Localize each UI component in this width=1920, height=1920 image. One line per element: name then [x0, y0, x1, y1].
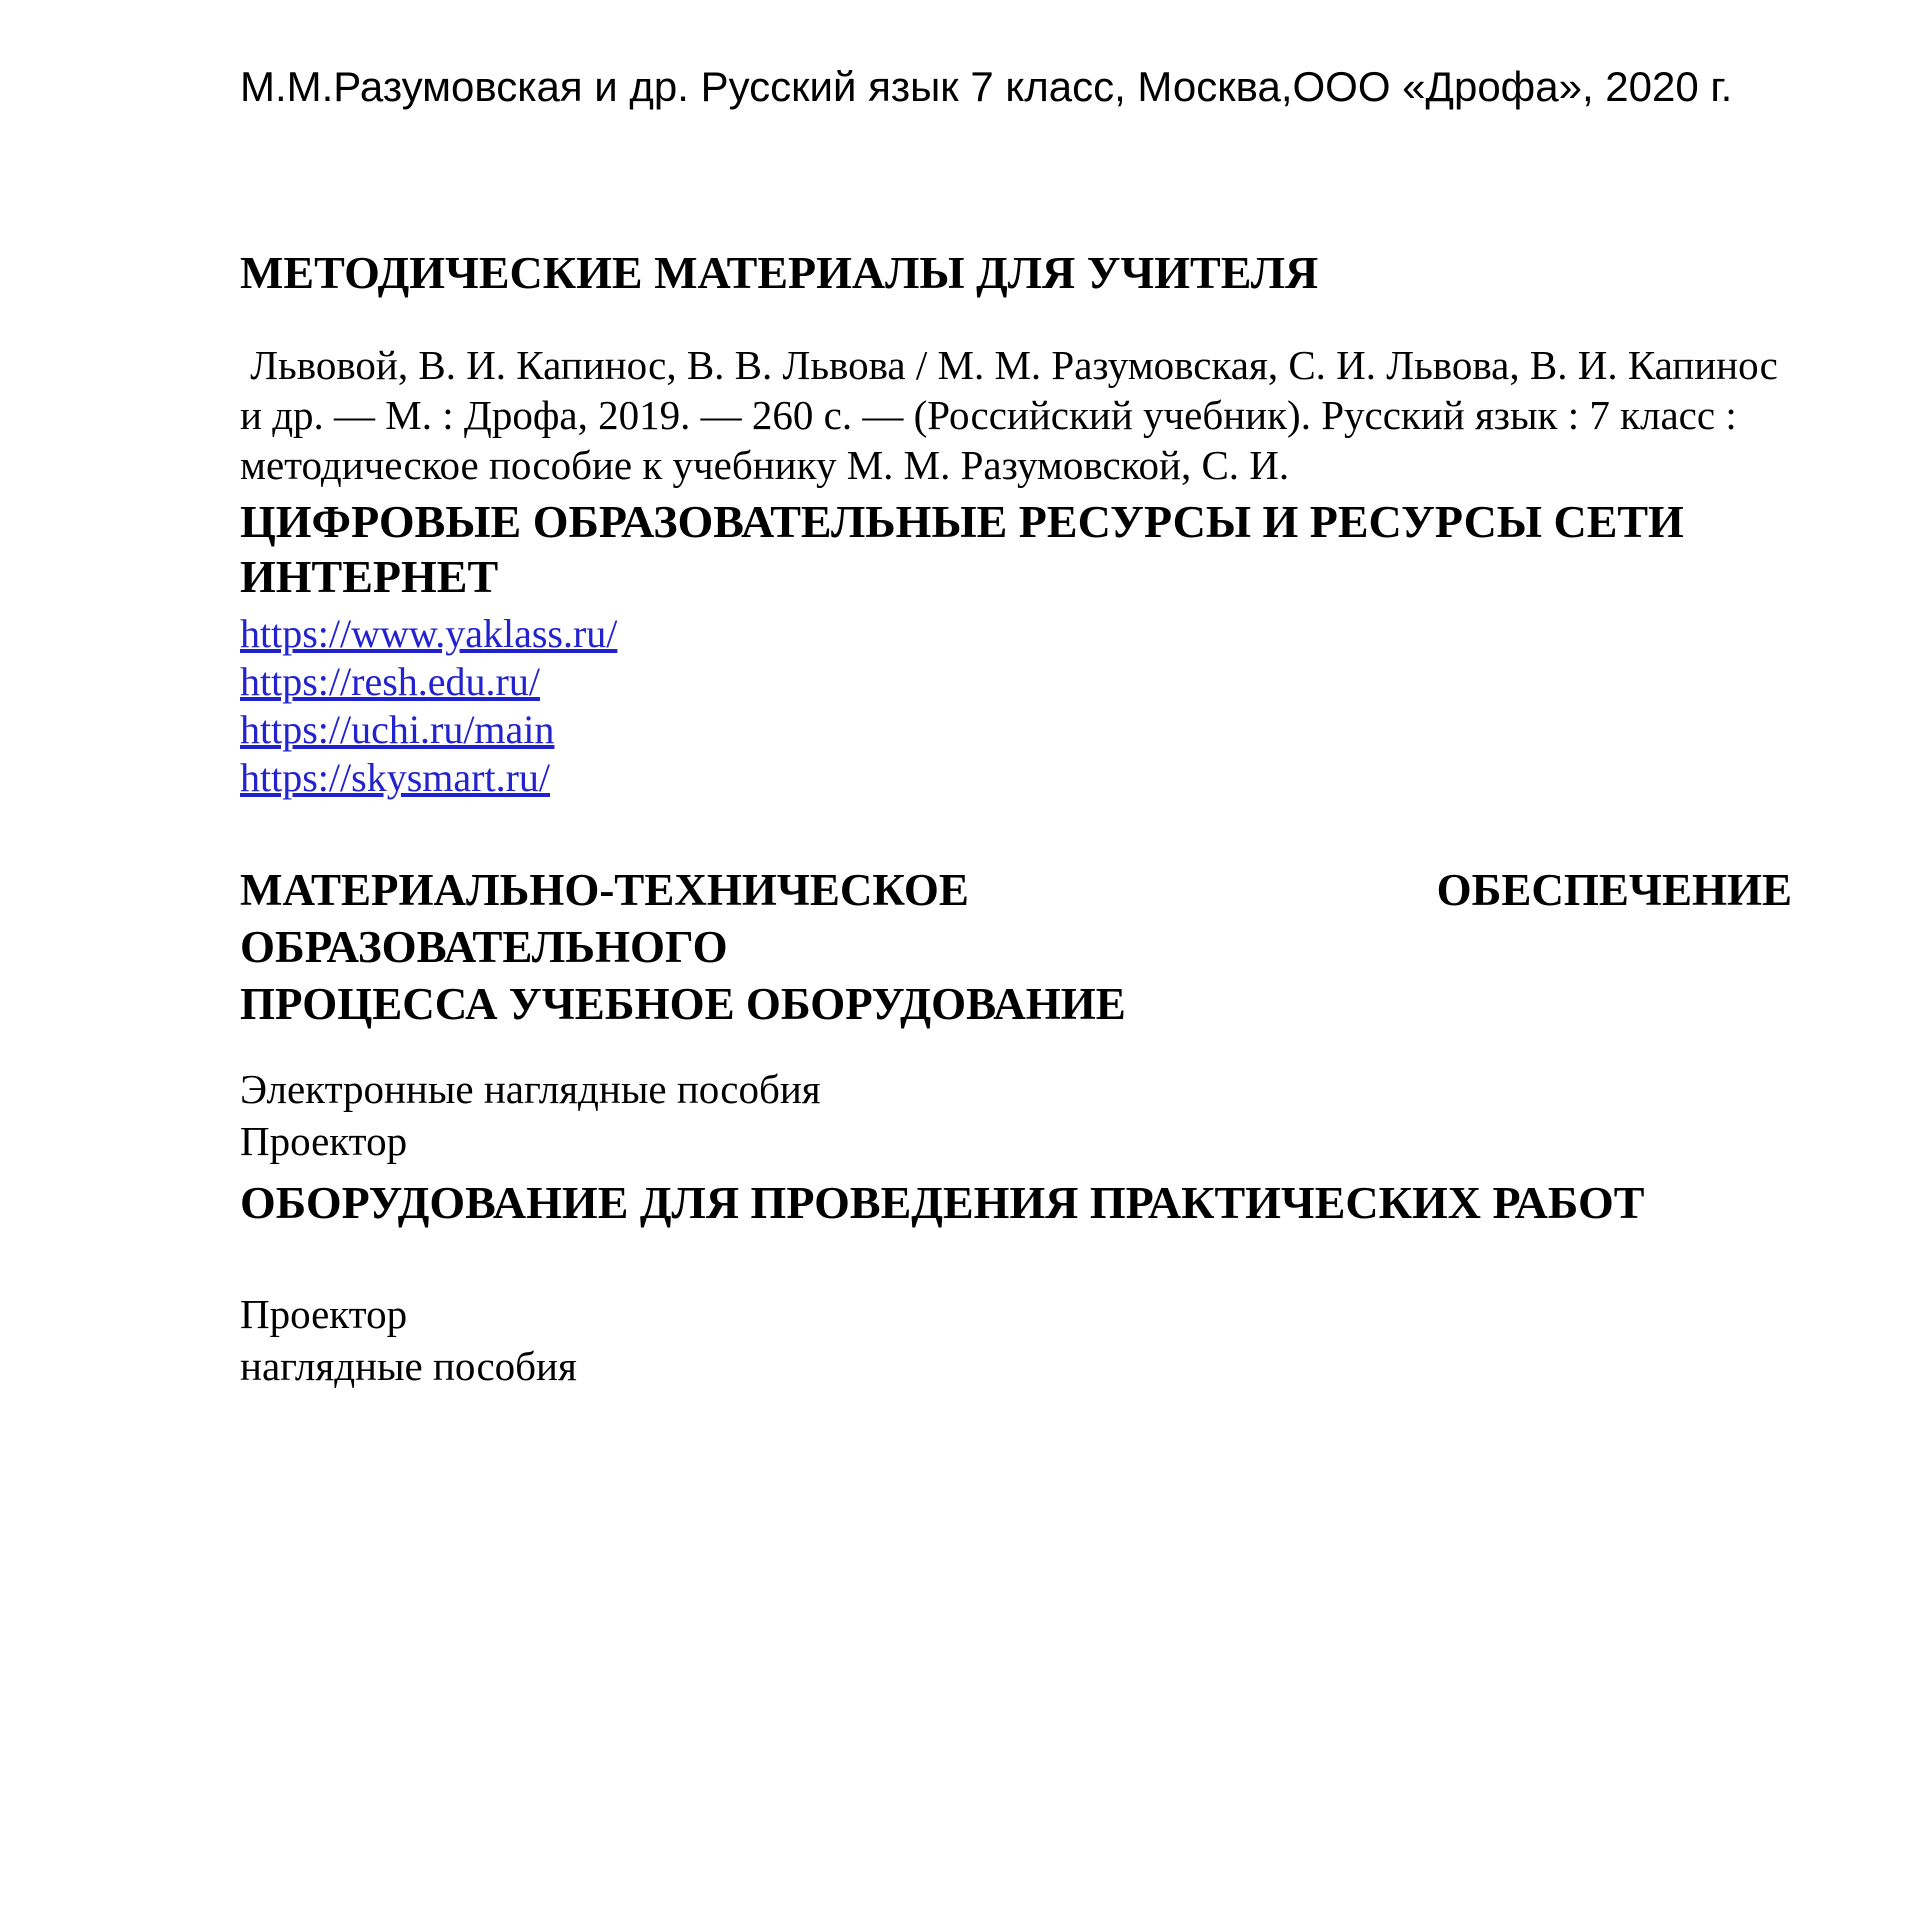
equipment-item: Проектор — [240, 1118, 408, 1164]
link-yaklass[interactable]: https://www.yaklass.ru/ — [240, 611, 618, 656]
link-skysmart[interactable]: https://skysmart.ru/ — [240, 755, 550, 800]
equipment-item: Электронные наглядные пособия — [240, 1066, 821, 1112]
document-header: М.М.Разумовская и др. Русский язык 7 класс, Москва,ООО «Дрофа», 2020 г. — [240, 63, 1733, 110]
equipment-item: Проектор — [240, 1291, 408, 1337]
practical-equipment-list — [240, 1288, 1792, 1392]
section-title-digital-resources: ЦИФРОВЫЕ ОБРАЗОВАТЕЛЬНЫЕ РЕСУРСЫ И РЕСУРСЫ СЕТИ ИНТЕРНЕТ — [240, 496, 1684, 602]
resource-links — [240, 610, 1792, 802]
equipment-item: наглядные пособия — [240, 1343, 577, 1389]
link-resh-edu[interactable]: https://resh.edu.ru/ — [240, 659, 540, 704]
section-title-material-technical — [240, 862, 1792, 1033]
equipment-list — [240, 1063, 1792, 1167]
document-content — [240, 0, 1792, 1392]
section-title-line: ПРОЦЕССА УЧЕБНОЕ ОБОРУДОВАНИЕ — [240, 979, 1126, 1029]
paragraph-line: Львовой, В. И. Капинос, В. В. Львова / М. М. Разумовская, С. И. Львова, В. И. Капинос — [240, 342, 1778, 388]
link-uchi-ru[interactable]: https://uchi.ru/main — [240, 707, 555, 752]
paragraph-line: методическое пособие к учебнику М. М. Разумовской, С. И. — [240, 442, 1290, 488]
section-title-methodical-materials: МЕТОДИЧЕСКИЕ МАТЕРИАЛЫ ДЛЯ УЧИТЕЛЯ — [240, 247, 1319, 298]
paragraph-line: и др. — М. : Дрофа, 2019. — 260 с. — (Российский учебник). Русский язык : 7 класс : — [240, 392, 1737, 438]
methodical-paragraph — [240, 340, 1792, 490]
section-title-practical-equipment: ОБОРУДОВАНИЕ ДЛЯ ПРОВЕДЕНИЯ ПРАКТИЧЕСКИХ РАБОТ — [240, 1177, 1645, 1228]
section-title-line: МАТЕРИАЛЬНО-ТЕХНИЧЕСКОЕ ОБЕСПЕЧЕНИЕ ОБРАЗОВАТЕЛЬНОГО — [240, 865, 1792, 972]
